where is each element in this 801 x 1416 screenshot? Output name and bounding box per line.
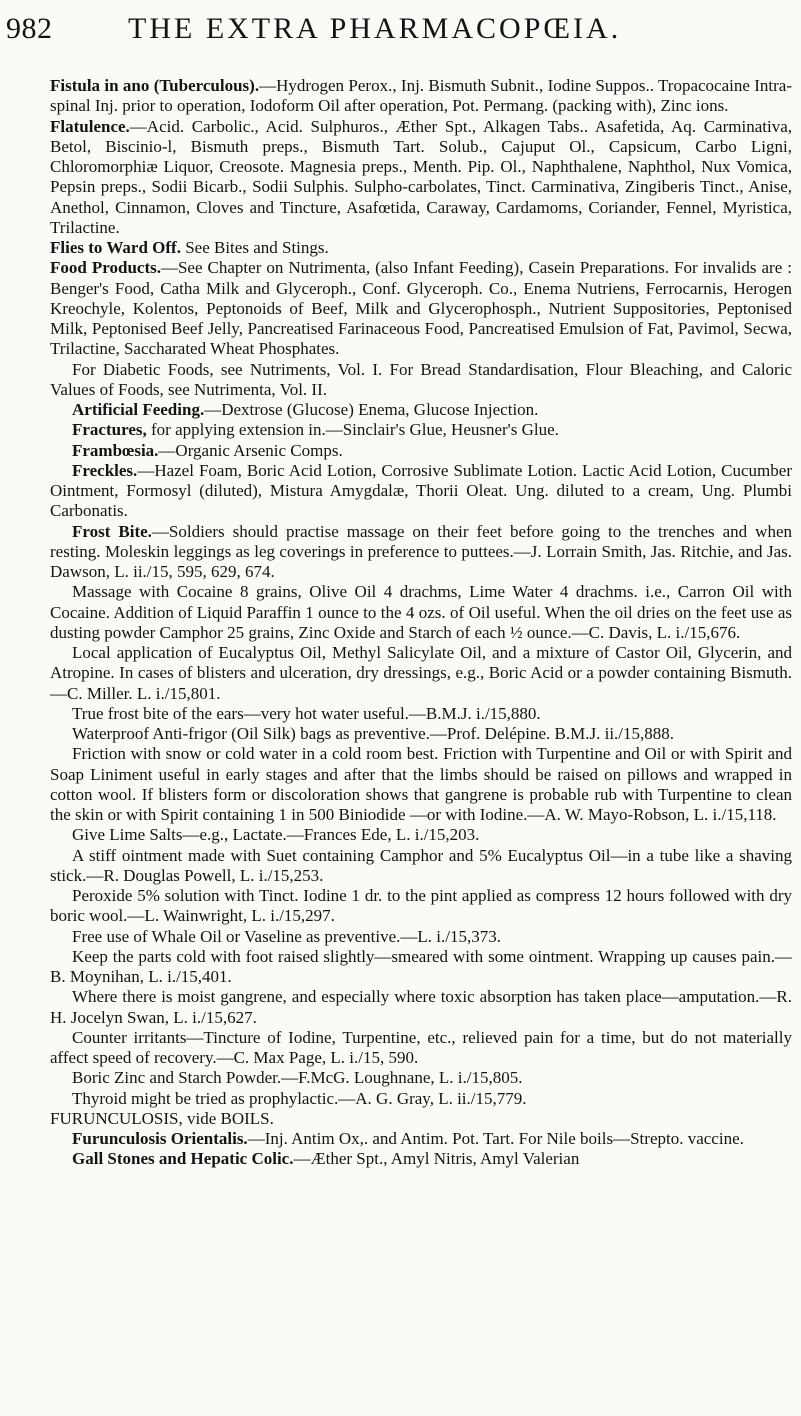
running-title: THE EXTRA PHARMACOPŒIA. [128, 12, 622, 45]
entry-heading: Flies to Ward Off. [50, 238, 181, 257]
entry-text: Boric Zinc and Starch Powder.—F.McG. Loughnane, L. i./15,805. [72, 1068, 523, 1088]
index-entry [50, 1109, 792, 1129]
entry-text: For Diabetic Foods, see Nutriments, Vol. I. For Bread Standardisation, Flour Bleaching, and Caloric Values of Foods, see Nutrimenta, Vol. II. [50, 359, 792, 399]
index-entry [50, 1089, 792, 1109]
entry-heading: Fistula in ano (Tuberculous). [50, 76, 260, 95]
entry-text: Peroxide 5% solution with Tinct. Iodine 1 dr. to the pint applied as compress 12 hours followed with dry boric wool.—L. Wainwright, L. i./15,297. [50, 886, 792, 926]
index-entry [50, 441, 792, 461]
entry-text: Massage with Cocaine 8 grains, Olive Oil 4 drachms, Lime Water 4 drachms. i.e., Carron Oil with Cocaine. Addition of Liquid Paraffin 1 ounce to the 4 ozs. of Oil useful. When the oil dries on the feet use as dusting powder Camphor 25 grains, Zinc Oxide and Starch of each ½ ounce.—C. Davis, L. i./15,676. [50, 582, 792, 642]
index-entry [50, 643, 792, 704]
index-entry [50, 258, 792, 359]
entry-text: FURUNCULOSIS, vide BOILS. [50, 1108, 274, 1128]
index-entry [50, 927, 792, 947]
entry-text: Local application of Eucalyptus Oil, Methyl Salicylate Oil, and a mixture of Castor Oil, Glycerin, and Atropine. In cases of blisters and ulceration, dry dressings, e.g., Boric Acid or a powder containing Bismuth.—C. Miller. L. i./15,801. [50, 643, 792, 703]
entry-text: Give Lime Salts—e.g., Lactate.—Frances Ede, L. i./15,203. [72, 825, 480, 845]
entry-text: Waterproof Anti-frigor (Oil Silk) bags as preventive.—Prof. Delépine. B.M.J. ii./15,888. [72, 724, 675, 743]
index-entry [50, 744, 792, 825]
entry-text: —Hydrogen Perox., Inj. Bismuth Subnit., Iodine Suppos.. Tropacocaine Intra-spinal Inj. prior to operation, Iodoform Oil after operation, Pot. Permang. (packing with), Zinc ions. [50, 76, 792, 116]
entry-text: Free use of Whale Oil or Vaseline as preventive.—L. i./15,373. [72, 926, 501, 946]
index-entry [50, 1129, 792, 1149]
index-entry [50, 420, 792, 440]
index-entry [50, 846, 792, 887]
entry-text: —Æther Spt., Amyl Nitris, Amyl Valerian [293, 1149, 580, 1169]
entry-text: —Acid. Carbolic., Acid. Sulphuros., Æther Spt., Alkagen Tabs.. Asafetida, Aq. Carminativa, Betol, Biscinio‑l, Bismuth preps., Bismuth Tart. Solub., Cajuput Ol., Capsicum, Carbo Ligni, Chloromorphiæ Liquor, Creosote. Magnesia preps., Menth. Pip. Ol., Naphthalene, Naphthol, Nux Vomica, Pepsin preps., Sodii Bicarb., Sodii Sulphis. Sulpho-carbolates, Tinct. Carminativa, Zingiberis Tinct., Anise, Anethol, Cinnamon, Cloves and Tincture, Asafœtida, Caraway, Cardamoms, Coriander, Fennel, Myristica, Trilactine. [50, 116, 792, 237]
index-entry [50, 238, 792, 258]
entry-text: —Organic Arsenic Comps. [158, 440, 343, 460]
entry-text: —Inj. Antim Ox,. and Antim. Pot. Tart. For Nile boils—Strepto. vaccine. [247, 1129, 744, 1148]
entry-heading: Fractures, [72, 420, 147, 440]
index-entry [50, 947, 792, 988]
index-entry [50, 1068, 792, 1088]
entry-text: See Bites and Stings. [180, 238, 329, 257]
entry-text: Counter irritants—Tincture of Iodine, Turpentine, etc., relieved pain for a time, but do not materially affect speed of recovery.—C. Max Page, L. i./15, 590. [50, 1027, 792, 1067]
index-entry [50, 360, 792, 401]
entry-text: Keep the parts cold with foot raised slightly—smeared with some ointment. Wrapping up causes pain.—B. Moynihan, L. i./15,401. [50, 946, 792, 986]
index-entry [50, 987, 792, 1028]
index-entries [50, 76, 792, 1170]
entry-heading: Freckles. [72, 460, 138, 480]
index-entry [50, 1028, 792, 1069]
index-entry [50, 582, 792, 643]
index-entry [50, 886, 792, 927]
entry-text: Where there is moist gangrene, and especially where toxic absorption has taken place—amputation.—R. H. Jocelyn Swan, L. i./15,627. [50, 987, 792, 1027]
entry-heading: Frost Bite. [72, 521, 152, 541]
entry-text: —See Chapter on Nutrimenta, (also Infant Feeding), Casein Preparations. For invalids are : Benger's Food, Catha Milk and Glyceroph., Conf. Glyceroph. Co., Enema Nutriens, Ferrocarnis, Herogen Kreochyle, Kolentos, Peptonoids of Beef, Milk and Glycerophosph., Nutrient Suppositories, Peptonised Milk, Peptonised Beef Jelly, Pancreatised Farinaceous Food, Pancreatised Emulsion of Fat, Pavimol, Secwa, Trilactine, Saccharated Wheat Phosphates. [50, 258, 792, 359]
entry-heading: Flatulence. [50, 116, 130, 136]
index-entry [50, 825, 792, 845]
index-entry [50, 117, 792, 239]
entry-text: —Hazel Foam, Boric Acid Lotion, Corrosive Sublimate Lotion. Lactic Acid Lotion, Cucumber Ointment, Formosyl (diluted), Mistura Amygdalæ, Thorii Oleat. Ung. diluted to a cream, Ung. Plumbi Carbonatis. [50, 460, 792, 521]
page-number: 982 [6, 12, 53, 45]
entry-heading: Furunculosis Orientalis. [72, 1129, 248, 1148]
index-entry [50, 400, 792, 420]
index-entry [50, 724, 792, 744]
index-entry [50, 76, 792, 117]
entry-text: True frost bite of the ears—very hot water useful.—B.M.J. i./15,880. [72, 703, 541, 723]
index-entry [50, 704, 792, 724]
index-entry [50, 1149, 792, 1169]
entry-text: A stiff ointment made with Suet containing Camphor and 5% Eucalyptus Oil—in a tube like a shaving stick.—R. Douglas Powell, L. i./15,253. [50, 845, 792, 885]
index-entry [50, 522, 792, 583]
entry-heading: Artificial Feeding. [72, 400, 205, 419]
entry-text: —Soldiers should practise massage on their feet before going to the trenches and when resting. Moleskin leggings as leg coverings in preference to puttees.—J. Lorrain Smith, Jas. Ritchie, and Jas. Dawson, L. ii./15, 595, 629, 674. [50, 521, 792, 581]
entry-text: —Dextrose (Glucose) Enema, Glucose Injection. [204, 400, 539, 419]
entry-heading: Gall Stones and Hepatic Colic. [72, 1149, 294, 1169]
entry-text: for applying extension in.—Sinclair's Glue, Heusner's Glue. [146, 420, 559, 440]
entry-heading: Frambœsia. [72, 440, 159, 460]
index-entry [50, 461, 792, 522]
entry-text: Thyroid might be tried as prophylactic.—A. G. Gray, L. ii./15,779. [72, 1088, 527, 1108]
entry-text: Friction with snow or cold water in a cold room best. Friction with Turpentine and Oil or with Spirit and Soap Liniment useful in early stages and after that the limbs should be raised on pillows and wrapped in cotton wool. If blisters form or discoloration shows that gangrene is probable rub with Turpentine to clean the skin or with Spirit containing 1 in 500 Biniodide —or with Iodine.—A. W. Mayo-Robson, L. i./15,118. [50, 744, 792, 824]
entry-heading: Food Products. [50, 258, 161, 278]
